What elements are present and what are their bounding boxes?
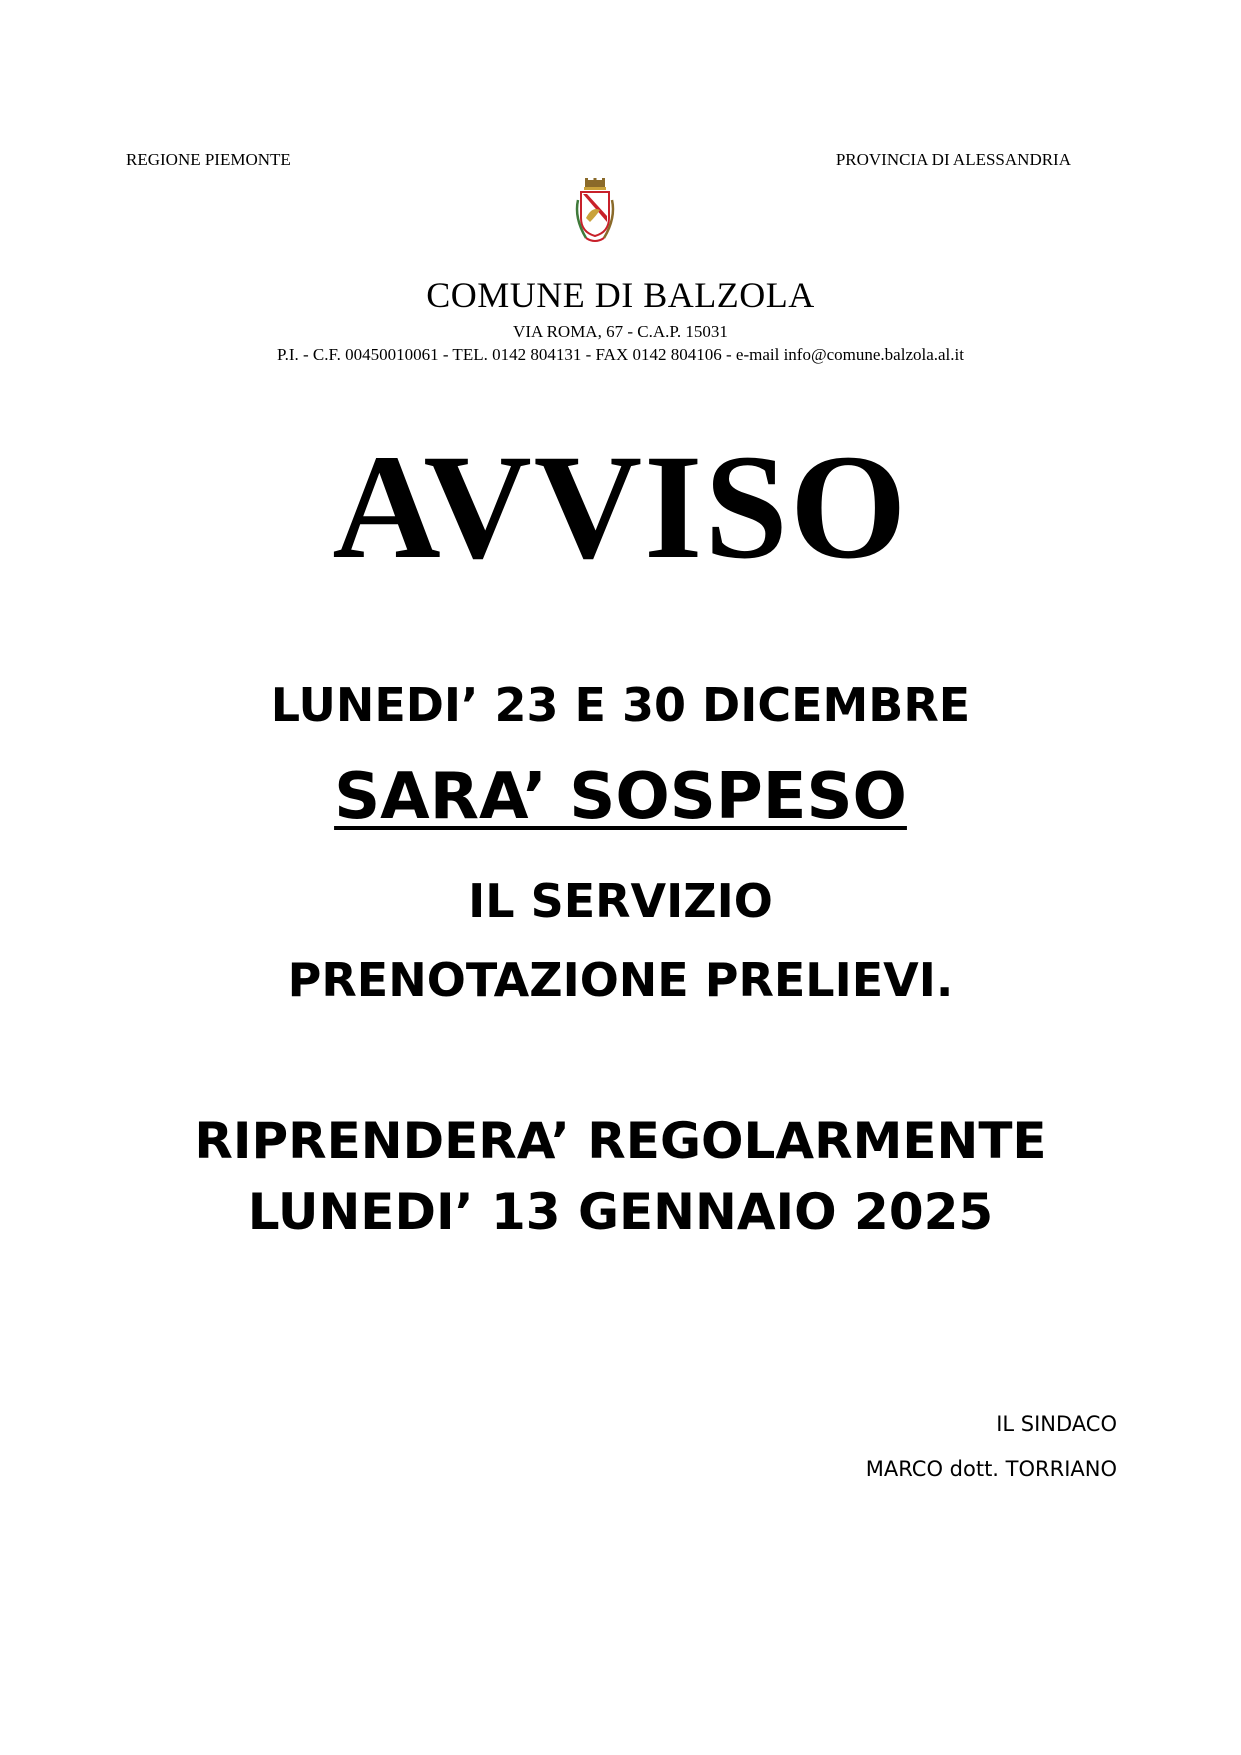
signature-role: IL SINDACO bbox=[996, 1412, 1117, 1436]
notice-resume-date: LUNEDI’ 13 GENNAIO 2025 bbox=[247, 1183, 994, 1241]
notice-service: IL SERVIZIO bbox=[468, 874, 773, 928]
notice-dates: LUNEDI’ 23 E 30 DICEMBRE bbox=[270, 678, 971, 732]
municipal-crest-icon bbox=[572, 178, 618, 248]
signature-name: MARCO dott. TORRIANO bbox=[865, 1457, 1117, 1481]
municipality-address: VIA ROMA, 67 - C.A.P. 15031 bbox=[513, 322, 728, 341]
notice-suspended: SARA’ SOSPESO bbox=[334, 760, 907, 834]
notice-service-name: PRENOTAZIONE PRELIEVI. bbox=[287, 953, 954, 1007]
region-label: REGIONE PIEMONTE bbox=[126, 150, 291, 169]
province-label: PROVINCIA DI ALESSANDRIA bbox=[835, 150, 1071, 169]
notice-title: AVVISO bbox=[332, 424, 909, 590]
municipality-contacts: P.I. - C.F. 00450010061 - TEL. 0142 804131 - FAX 0142 804106 - e-mail info@comune.balzola.al.it bbox=[277, 345, 964, 364]
municipality-name: COMUNE DI BALZOLA bbox=[426, 275, 815, 315]
notice-resume: RIPRENDERA’ REGOLARMENTE bbox=[194, 1112, 1047, 1170]
